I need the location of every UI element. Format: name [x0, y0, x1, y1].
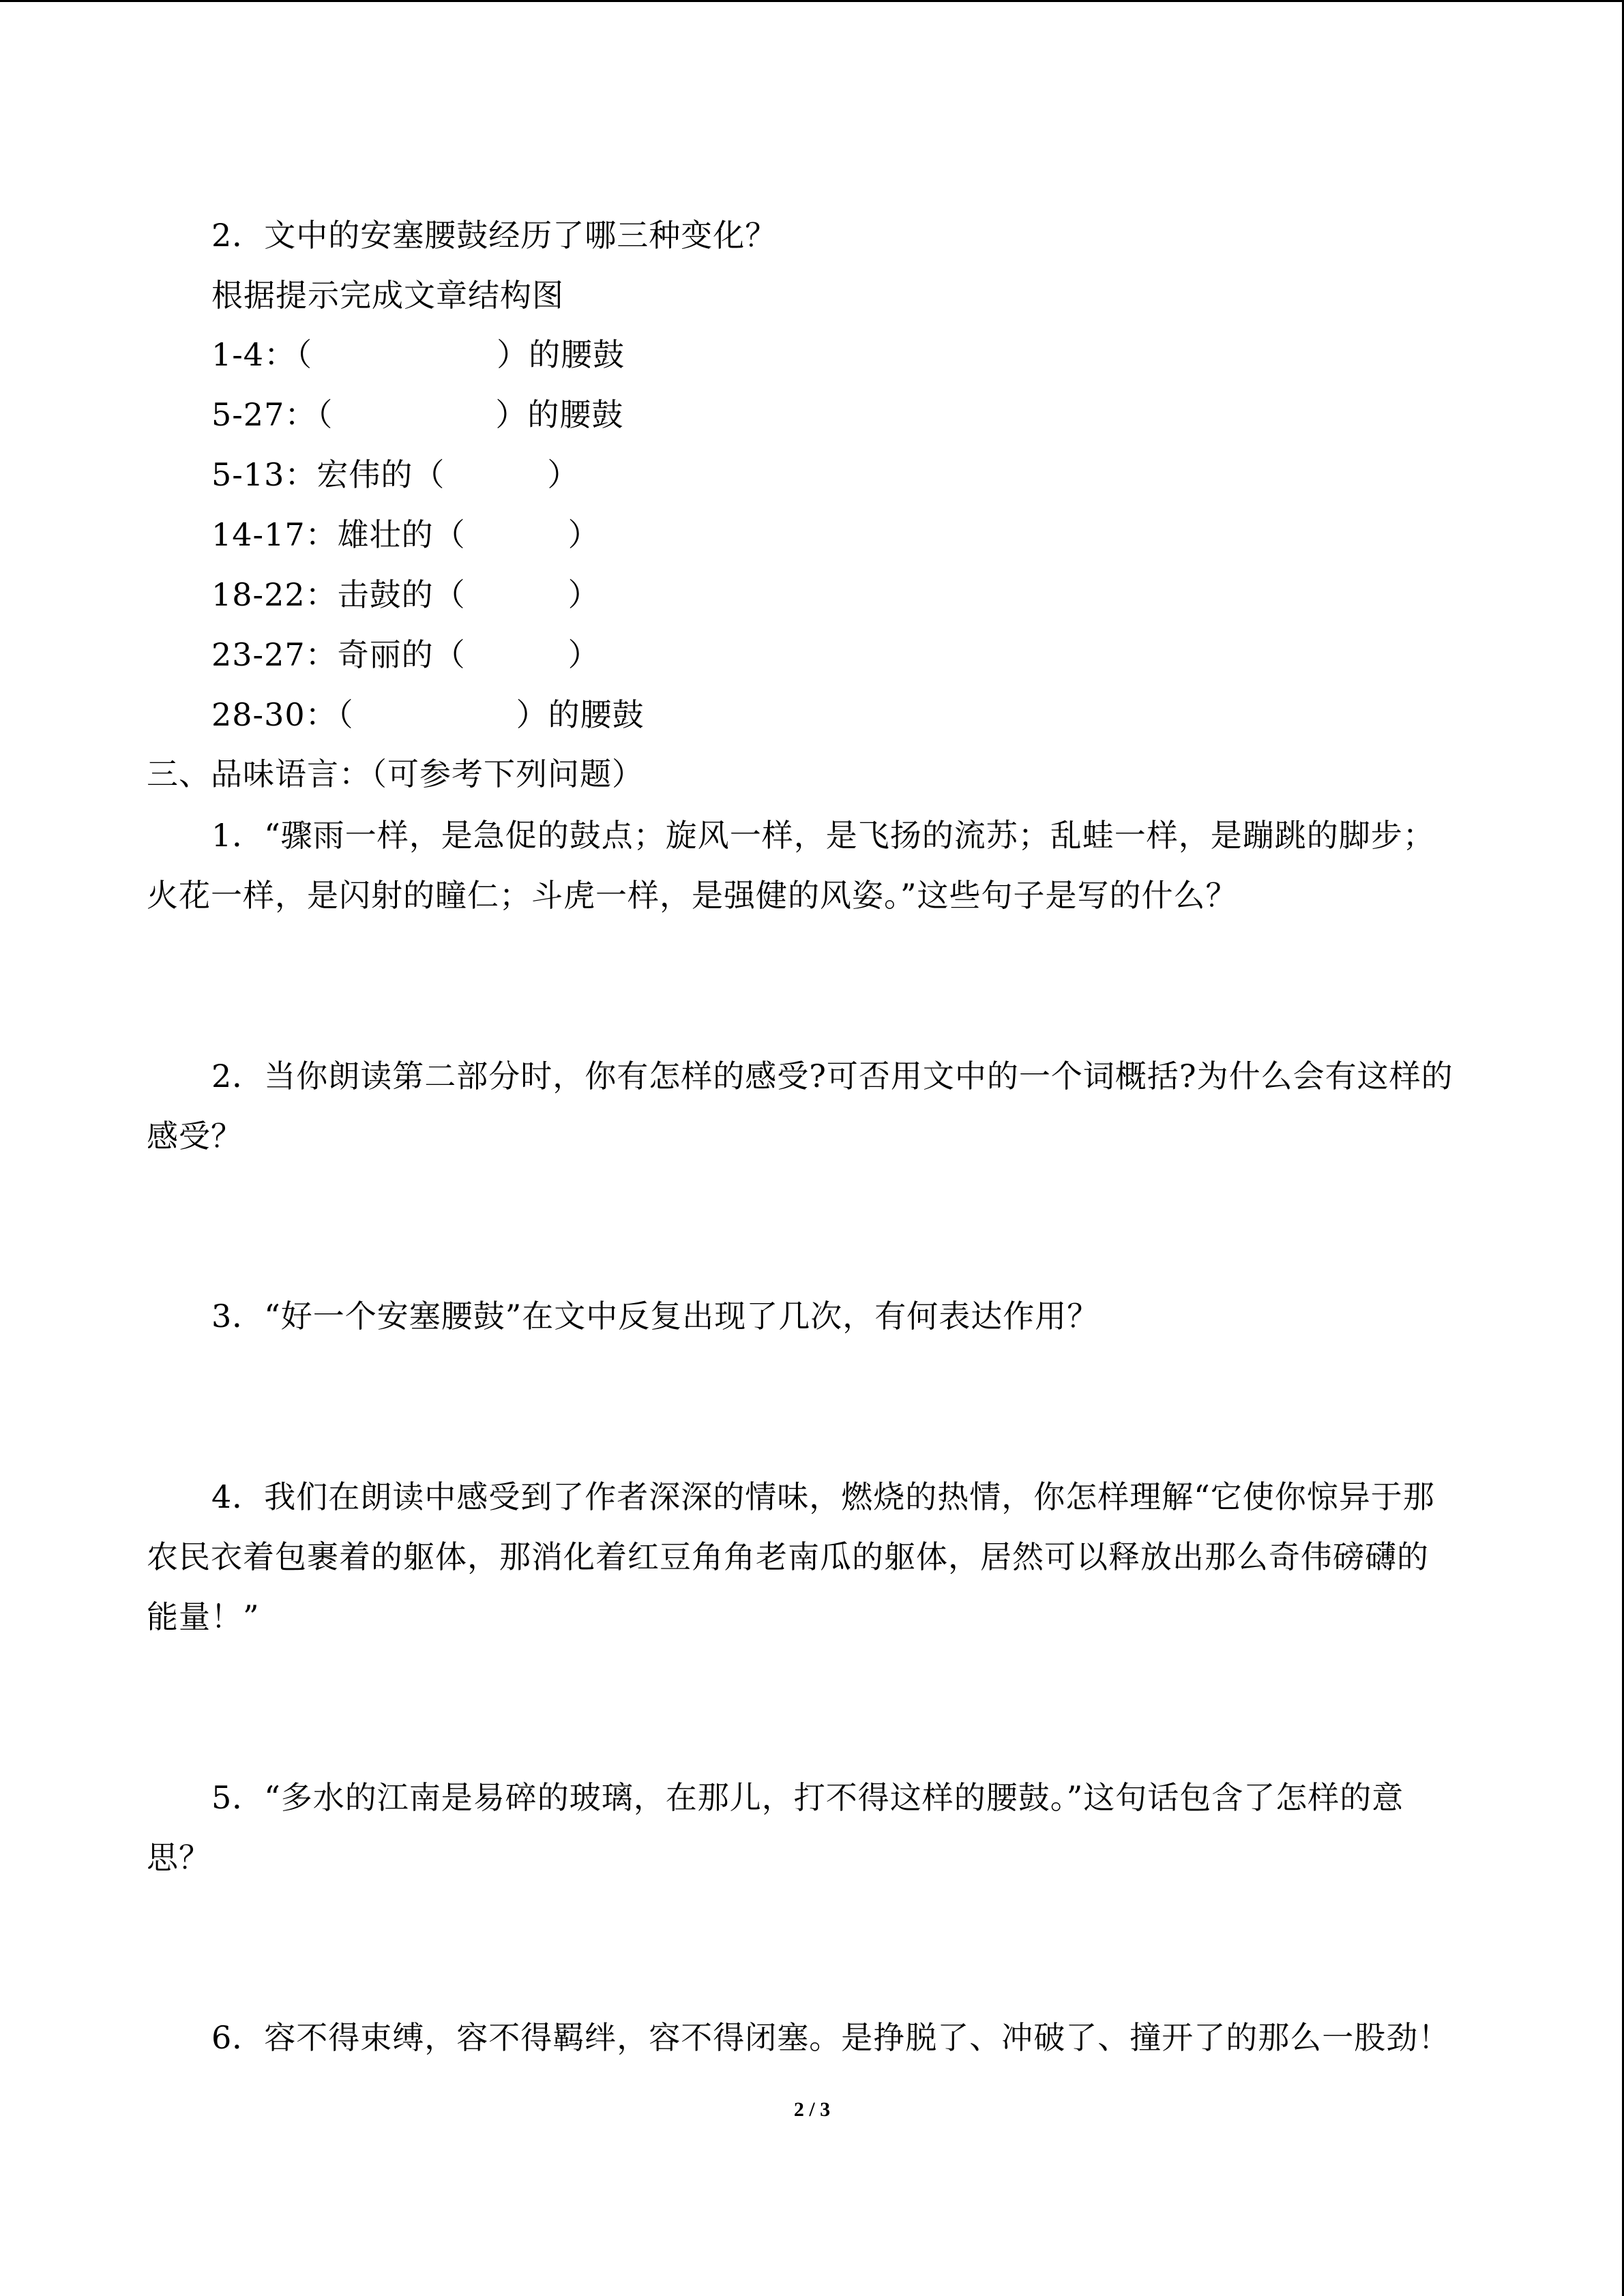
structure-row-label: 1-4：（: [211, 336, 313, 373]
structure-row-label: 14-17：雄壮的（: [211, 516, 466, 553]
q2-prompt: 根据提示完成文章结构图: [211, 277, 564, 314]
structure-row-tail: ）的腰鼓: [497, 336, 625, 373]
question-2-line-2: 感受？: [147, 1118, 243, 1154]
section-heading: 三、品味语言：（可参考下列问题）: [147, 756, 644, 792]
question-1-line-2: 火花一样，是闪射的瞳仁；斗虎一样，是强健的风姿。”这些句子是写的什么？: [147, 877, 1238, 914]
question-4-line-1: 4．我们在朗读中感受到了作者深深的情味，燃烧的热情，你怎样理解“它使你惊异于那: [211, 1478, 1435, 1515]
structure-row: [211, 694, 645, 735]
structure-row: [211, 634, 600, 675]
structure-row: [211, 394, 623, 435]
question-6-line-1: 6．容不得束缚，容不得羁绊，容不得闭塞。是挣脱了、冲破了、撞开了的那么一股劲！: [211, 2019, 1451, 2056]
structure-row-label: 5-27：（: [211, 396, 334, 433]
question-3-line-1: 3．“好一个安塞腰鼓”在文中反复出现了几次，有何表达作用？: [211, 1298, 1099, 1335]
structure-row-tail: ）的腰鼓: [495, 396, 624, 433]
question-4-line-2: 农民衣着包裹着的躯体，那消化着红豆角角老南瓜的躯体，居然可以释放出那么奇伟磅礴的: [147, 1538, 1429, 1575]
structure-row-tail: ）: [567, 516, 600, 553]
structure-row: [211, 454, 579, 495]
page-number: 2 / 3: [793, 2098, 831, 2121]
q2-title: 2．文中的安塞腰鼓经历了哪三种变化？: [211, 217, 778, 254]
structure-row-tail: ）: [547, 456, 580, 493]
structure-row: [211, 574, 600, 615]
question-4-line-3: 能量！”: [147, 1598, 260, 1635]
structure-row-label: 28-30：（: [211, 696, 354, 733]
structure-row-tail: ）的腰鼓: [516, 696, 645, 733]
structure-row: [211, 514, 600, 555]
question-1-line-1: 1．“骤雨一样，是急促的鼓点；旋风一样，是飞扬的流苏；乱蛙一样，是蹦跳的脚步；: [211, 817, 1435, 854]
page-top-border: [0, 0, 1624, 2]
structure-row-label: 23-27：奇丽的（: [211, 636, 466, 673]
question-2-line-1: 2．当你朗读第二部分时，你有怎样的感受?可否用文中的一个词概括?为什么会有这样的: [211, 1058, 1453, 1094]
structure-row-label: 18-22：击鼓的（: [211, 576, 466, 613]
structure-row-tail: ）: [567, 576, 600, 613]
question-5-line-1: 5．“多水的江南是易碎的玻璃，在那儿，打不得这样的腰鼓。”这句话包含了怎样的意: [211, 1779, 1404, 1816]
structure-row: [211, 334, 625, 375]
structure-row-tail: ）: [567, 636, 600, 673]
question-5-line-2: 思？: [147, 1839, 211, 1876]
structure-row-label: 5-13：宏伟的（: [211, 456, 445, 493]
